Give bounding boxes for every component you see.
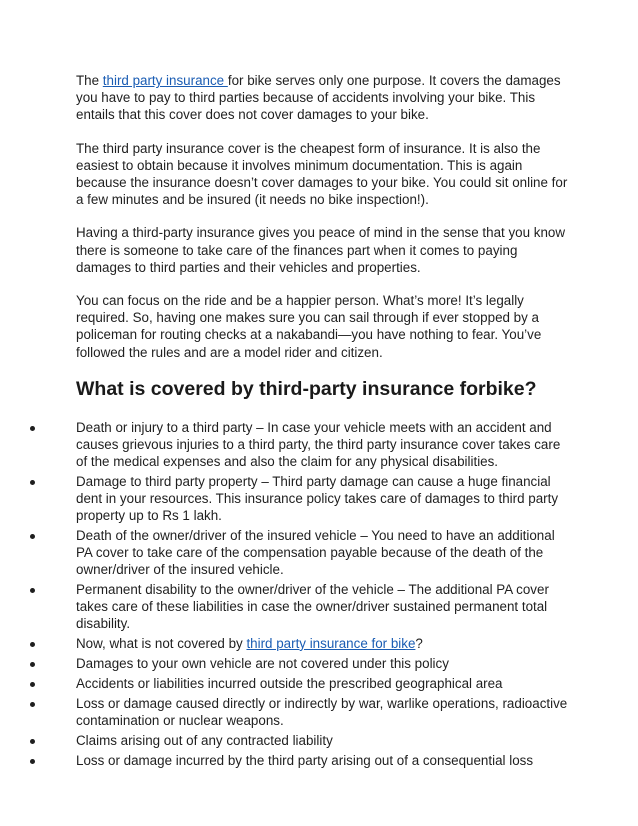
- third-party-insurance-link[interactable]: third party insurance: [102, 73, 228, 88]
- bullet-icon: [30, 682, 35, 687]
- list-item: [76, 581, 568, 632]
- list-item: [76, 473, 568, 524]
- list-item: [76, 635, 568, 652]
- list-item-text: Loss or damage caused directly or indirectly by war, warlike operations, radioactive contamination or nuclear weapons.: [76, 695, 568, 728]
- bullet-icon: [30, 739, 35, 744]
- list-item-text: Loss or damage incurred by the third party arising out of a consequential loss: [76, 752, 534, 768]
- list-item-text: Permanent disability to the owner/driver of the vehicle – The additional PA cover takes care of these liabilities in case the owner/driver sustained permanent total disability.: [76, 581, 549, 631]
- list-item: [76, 527, 568, 578]
- list-item: [76, 419, 568, 470]
- list-item: [76, 695, 568, 729]
- list-item-text: Damage to third party property – Third party damage can cause a huge financial dent in your resources. This insurance policy takes care of damages to third party property up to Rs 1 lakh.: [76, 473, 559, 523]
- bullet-icon: [30, 426, 35, 431]
- list-item-text: Now, what is not covered by: [76, 635, 247, 651]
- bullet-icon: [30, 534, 35, 539]
- list-item: [76, 655, 568, 672]
- list-item-text: Accidents or liabilities incurred outside the prescribed geographical area: [76, 675, 503, 691]
- list-item-text: ?: [415, 635, 423, 651]
- article-body: [76, 72, 568, 772]
- coverage-list: [76, 419, 568, 769]
- list-item: [76, 675, 568, 692]
- bullet-icon: [30, 702, 35, 707]
- paragraph-intro: [76, 72, 568, 124]
- bullet-icon: [30, 662, 35, 667]
- bullet-icon: [30, 642, 35, 647]
- paragraph-text: The: [76, 73, 103, 88]
- list-item-text: Claims arising out of any contracted liability: [76, 732, 333, 748]
- list-item-text: Damages to your own vehicle are not covered under this policy: [76, 655, 449, 671]
- section-heading: What is covered by third-party insurance forbike?: [76, 377, 537, 400]
- bullet-icon: [30, 480, 35, 485]
- third-party-insurance-for-bike-link[interactable]: third party insurance for bike: [246, 635, 416, 651]
- paragraph-text: for bike serves only one purpose. It covers the damages you have to pay to third parties because of accidents involving your bike. This entails that this cover does not cover damages to your bike.: [76, 73, 561, 123]
- list-item-text: Death or injury to a third party – In case your vehicle meets with an accident and causes grievous injuries to a third party, the third party insurance cover takes care of the medical expenses and also the claim for any physical disabilities.: [76, 419, 561, 469]
- paragraph-cheapest: The third party insurance cover is the cheapest form of insurance. It is also the easiest to obtain because it involves minimum documentation. This is again because the insurance doesn’t cover damages to your bike. You could sit online for a few minutes and be insured (it needs no bike inspection!).: [76, 140, 568, 208]
- bullet-icon: [30, 759, 35, 764]
- list-item-text: Death of the owner/driver of the insured vehicle – You need to have an additional PA cover to take care of the compensation payable because of the death of the owner/driver of the insured vehicle.: [76, 527, 555, 577]
- list-item: [76, 732, 568, 749]
- paragraph-legally-required: You can focus on the ride and be a happier person. What’s more! It’s legally required. So, having one makes sure you can sail through if ever stopped by a policeman for routing checks at a nakabandi—you have nothing to fear. You’ve followed the rules and are a model rider and citizen.: [76, 293, 542, 360]
- bullet-icon: [30, 588, 35, 593]
- list-item: [76, 752, 568, 769]
- paragraph-peace-of-mind: Having a third-party insurance gives you peace of mind in the sense that you know there is someone to take care of the finances part when it comes to paying damages to third parties and their vehicles and properties.: [76, 225, 566, 275]
